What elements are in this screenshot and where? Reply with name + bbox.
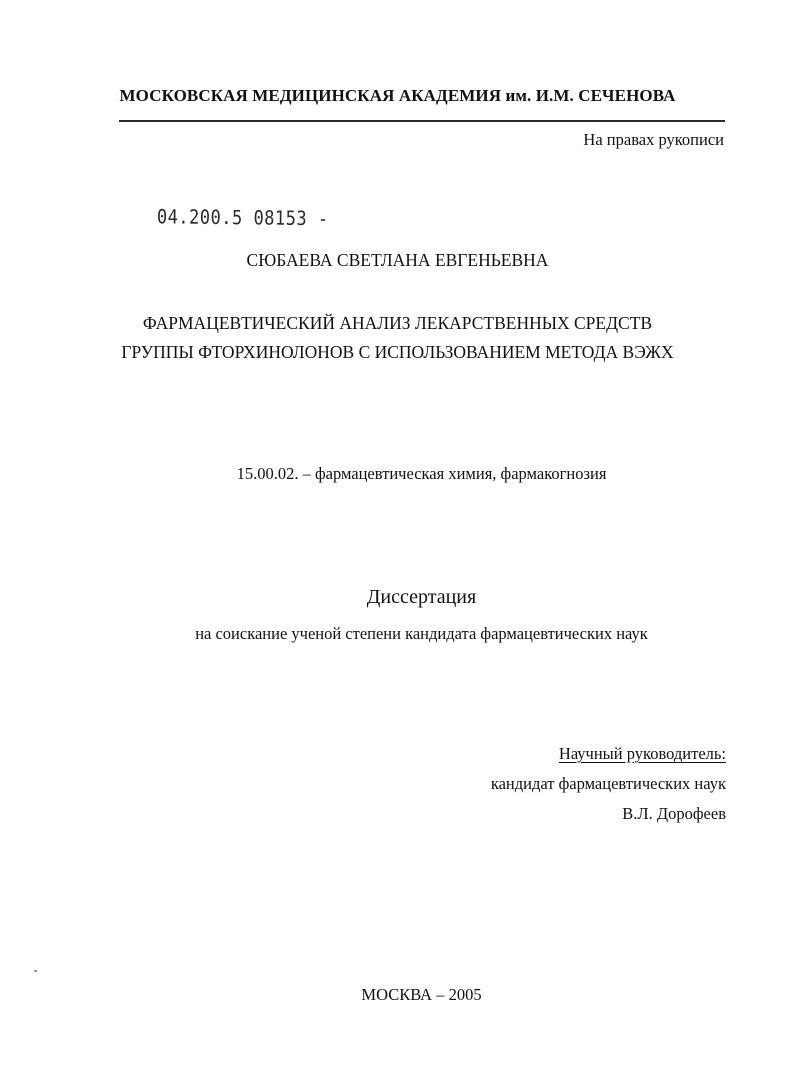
title-line-1: ФАРМАЦЕВТИЧЕСКИЙ АНАЛИЗ ЛЕКАРСТВЕННЫХ СРЕДСТВ bbox=[142, 313, 653, 333]
place-and-year: МОСКВА – 2005 bbox=[361, 985, 482, 1004]
title-line-2: ГРУППЫ ФТОРХИНОЛОНОВ С ИСПОЛЬЗОВАНИЕМ МЕТОДА ВЭЖХ bbox=[121, 342, 674, 362]
degree-sought: на соискание ученой степени кандидата фармацевтических наук bbox=[195, 624, 648, 643]
specialty-code: 15.00.02. – фармацевтическая химия, фармакогнозия bbox=[236, 464, 607, 483]
scan-speck bbox=[34, 970, 37, 972]
manuscript-rights-note: На правах рукописи bbox=[583, 130, 724, 149]
dissertation-title bbox=[60, 309, 735, 367]
supervisor-heading: Научный руководитель: bbox=[558, 744, 726, 763]
header-divider bbox=[119, 120, 725, 122]
author-name: СЮБАЕВА СВЕТЛАНА ЕВГЕНЬЕВНА bbox=[246, 250, 549, 270]
institution-name: МОСКОВСКАЯ МЕДИЦИНСКАЯ АКАДЕМИЯ им. И.М. СЕЧЕНОВА bbox=[119, 86, 676, 105]
document-type: Диссертация bbox=[366, 586, 477, 608]
registration-stamp: 04.200.5 08153 - bbox=[156, 206, 329, 232]
supervisor-name: В.Л. Дорофеев bbox=[622, 804, 726, 823]
supervisor-degree: кандидат фармацевтических наук bbox=[490, 774, 726, 793]
